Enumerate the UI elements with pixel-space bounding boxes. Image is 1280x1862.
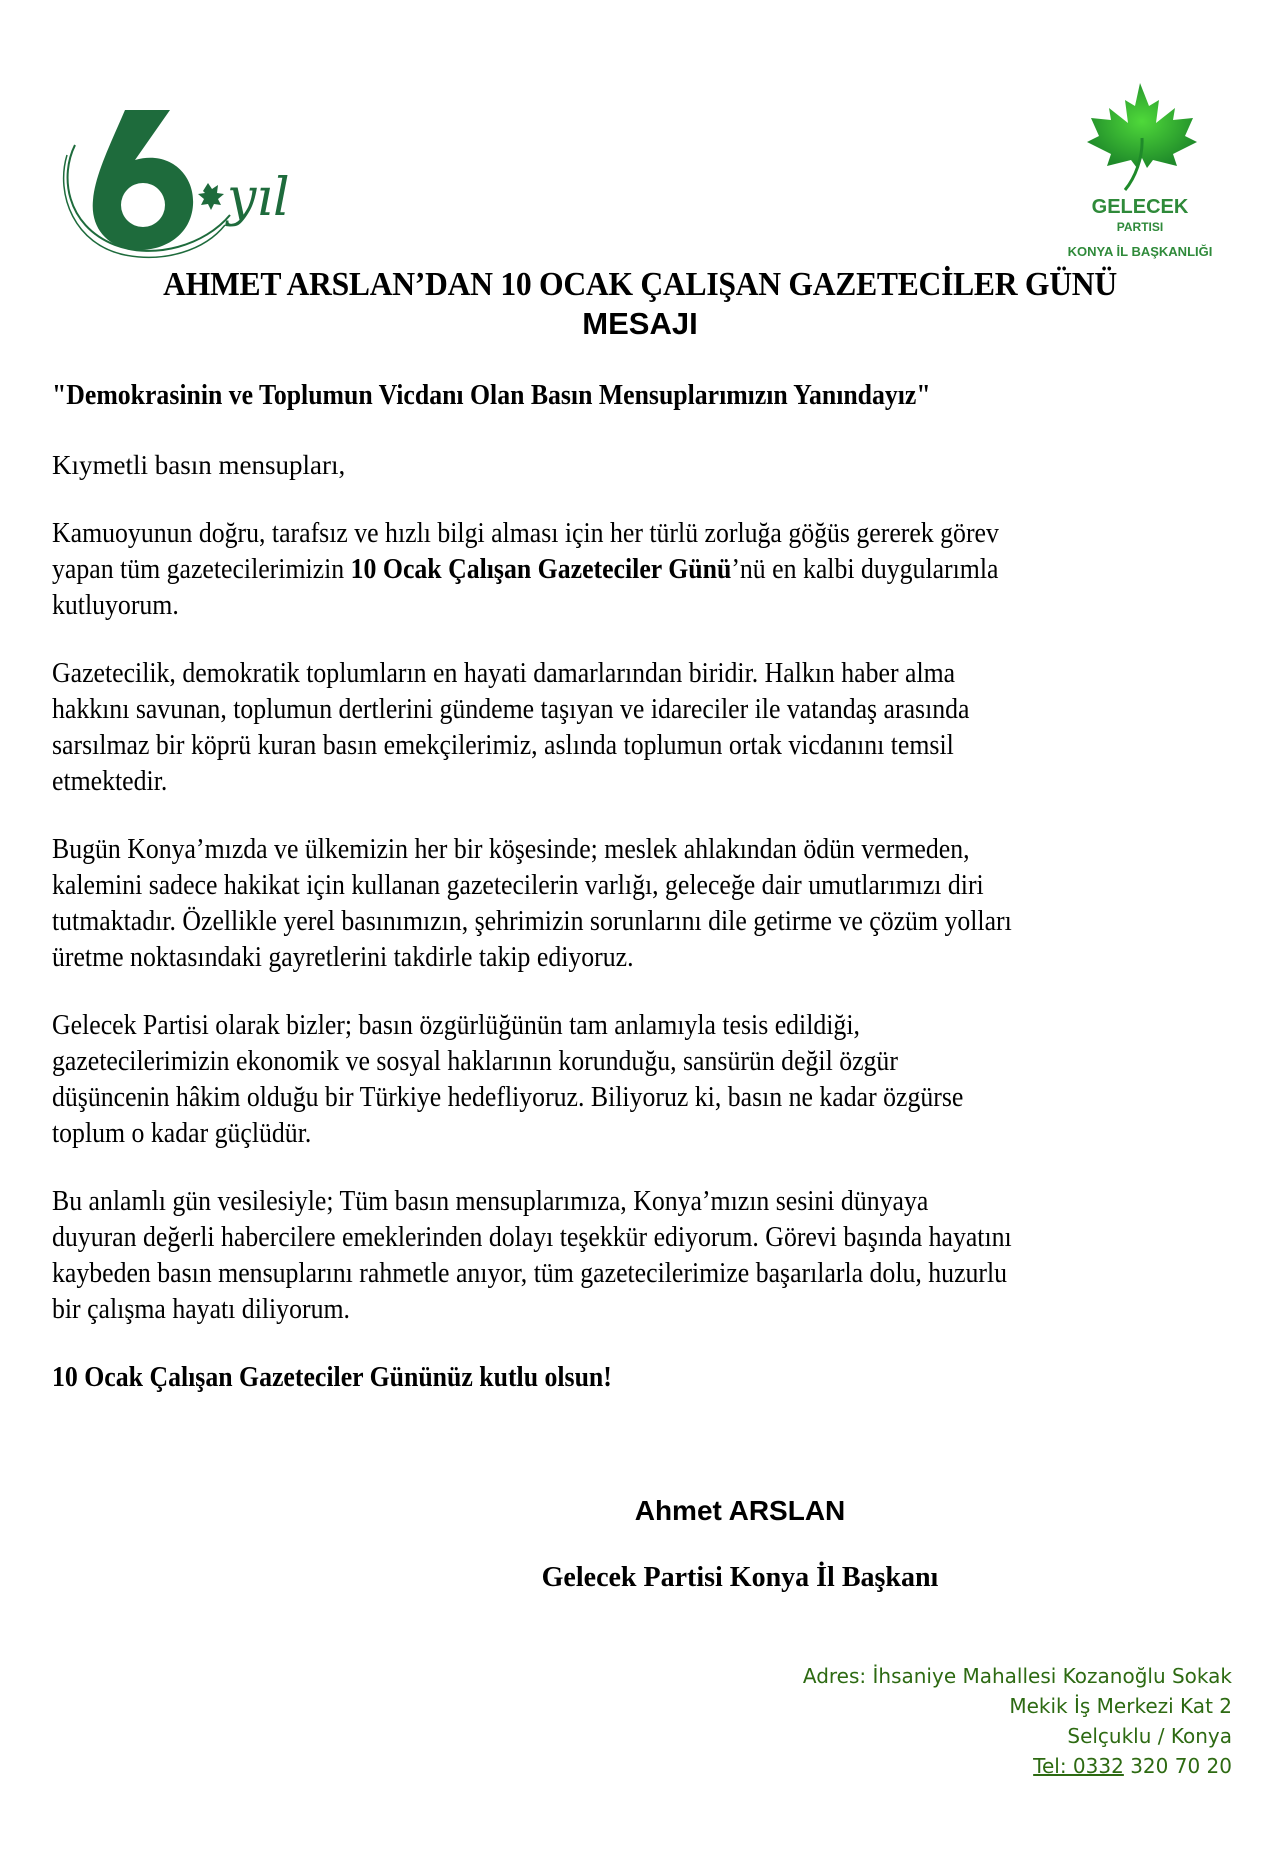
party-logo-name: GELECEK — [1091, 196, 1189, 218]
paragraph-2-line: etmektedir. — [52, 766, 168, 797]
paragraph-2-line: Gazetecilik, demokratik toplumların en hayati damarlarından biridir. Halkın haber alma — [52, 658, 956, 689]
maple-leaf-icon — [1025, 78, 1255, 198]
signature-title: Gelecek Partisi Konya İl Başkanı — [541, 1562, 939, 1593]
phone-number: 320 70 20 — [1123, 1754, 1232, 1778]
paragraph-3-line: tutmaktadır. Özellikle yerel basınımızın, şehrimizin sorunlarını dile getirme ve çözüm yolları — [52, 906, 1012, 937]
address-line: Adres: İhsaniye Mahallesi Kozanoğlu Sokak — [802, 1664, 1232, 1688]
paragraph-1-line: kutluyorum. — [52, 590, 179, 621]
paragraph-2-line: sarsılmaz bir köprü kuran basın emekçilerimiz, aslında toplumun ortak vicdanını temsil — [52, 730, 954, 761]
anniversary-logo-graphic — [55, 105, 305, 265]
paragraph-3-line: Bugün Konya’mızda ve ülkemizin her bir köşesinde; meslek ahlakından ödün vermeden, — [52, 834, 970, 865]
paragraph-1-text: ’nü en kalbi duygularımla — [731, 554, 999, 585]
paragraph-1-line — [52, 554, 998, 586]
paragraph-4-line: gazetecilerimizin ekonomik ve sosyal haklarının korunduğu, sansürün değil özgür — [52, 1046, 898, 1077]
anniversary-logo — [55, 105, 305, 265]
paragraph-1-text: yapan tüm gazetecilerimizin — [52, 554, 351, 585]
paragraph-2-line: hakkını savunan, toplumun dertlerini gündeme taşıyan ve idareciler ile vatandaş arasında — [52, 694, 970, 725]
paragraph-4-line: Gelecek Partisi olarak bizler; basın özgürlüğünün tam anlamıyla tesis edildiği, — [52, 1010, 860, 1041]
page-title: AHMET ARSLAN’DAN 10 OCAK ÇALIŞAN GAZETECİLER GÜNÜ — [163, 266, 1117, 303]
signature-name: Ahmet ARSLAN — [634, 1495, 846, 1526]
page-title-line2: MESAJI — [582, 306, 698, 341]
address-line: Selçuklu / Konya — [1067, 1724, 1232, 1748]
paragraph-4-line: düşüncenin hâkim olduğu bir Türkiye hedefliyoruz. Biliyoruz ki, basın ne kadar özgürse — [52, 1082, 964, 1113]
greeting: Kıymetli basın mensupları, — [52, 450, 346, 480]
paragraph-1-line: Kamuoyunun doğru, tarafsız ve hızlı bilgi alması için her türlü zorluğa göğüs gererek görev — [52, 518, 999, 549]
paragraph-1-bold: 10 Ocak Çalışan Gazeteciler Günü — [350, 554, 732, 585]
phone-line — [1033, 1754, 1232, 1778]
subtitle-quote: "Demokrasinin ve Toplumun Vicdanı Olan Basın Mensuplarımızın Yanındayız" — [52, 380, 931, 411]
closing-line: 10 Ocak Çalışan Gazeteciler Gününüz kutlu olsun! — [52, 1362, 612, 1393]
paragraph-5-line: kaybeden basın mensuplarını rahmetle anıyor, tüm gazetecilerimize başarılarla dolu, huzurlu — [52, 1258, 1008, 1289]
party-logo — [1025, 78, 1255, 268]
phone-link[interactable]: Tel: 0332 — [1033, 1754, 1124, 1778]
paragraph-5-line: duyuran değerli habercilere emeklerinden dolayı teşekkür ediyorum. Görevi başında hayatını — [52, 1222, 1012, 1253]
paragraph-5-line: bir çalışma hayatı diliyorum. — [52, 1294, 350, 1325]
paragraph-5-line: Bu anlamlı gün vesilesiyle; Tüm basın mensuplarımıza, Konya’mızın sesini dünyaya — [52, 1186, 929, 1217]
address-line: Mekik İş Merkezi Kat 2 — [1009, 1694, 1232, 1718]
paragraph-3-line: kalemini sadece hakikat için kullanan gazetecilerin varlığı, geleceğe dair umutlarımızı diri — [52, 870, 984, 901]
anniversary-logo-word: yıl — [227, 168, 290, 228]
paragraph-3-line: üretme noktasındaki gayretlerini takdirle takip ediyoruz. — [52, 942, 634, 973]
party-logo-sub: PARTISI — [1116, 220, 1164, 234]
party-logo-branch: KONYA İL BAŞKANLIĞI — [1067, 244, 1213, 259]
paragraph-4-line: toplum o kadar güçlüdür. — [52, 1118, 312, 1149]
